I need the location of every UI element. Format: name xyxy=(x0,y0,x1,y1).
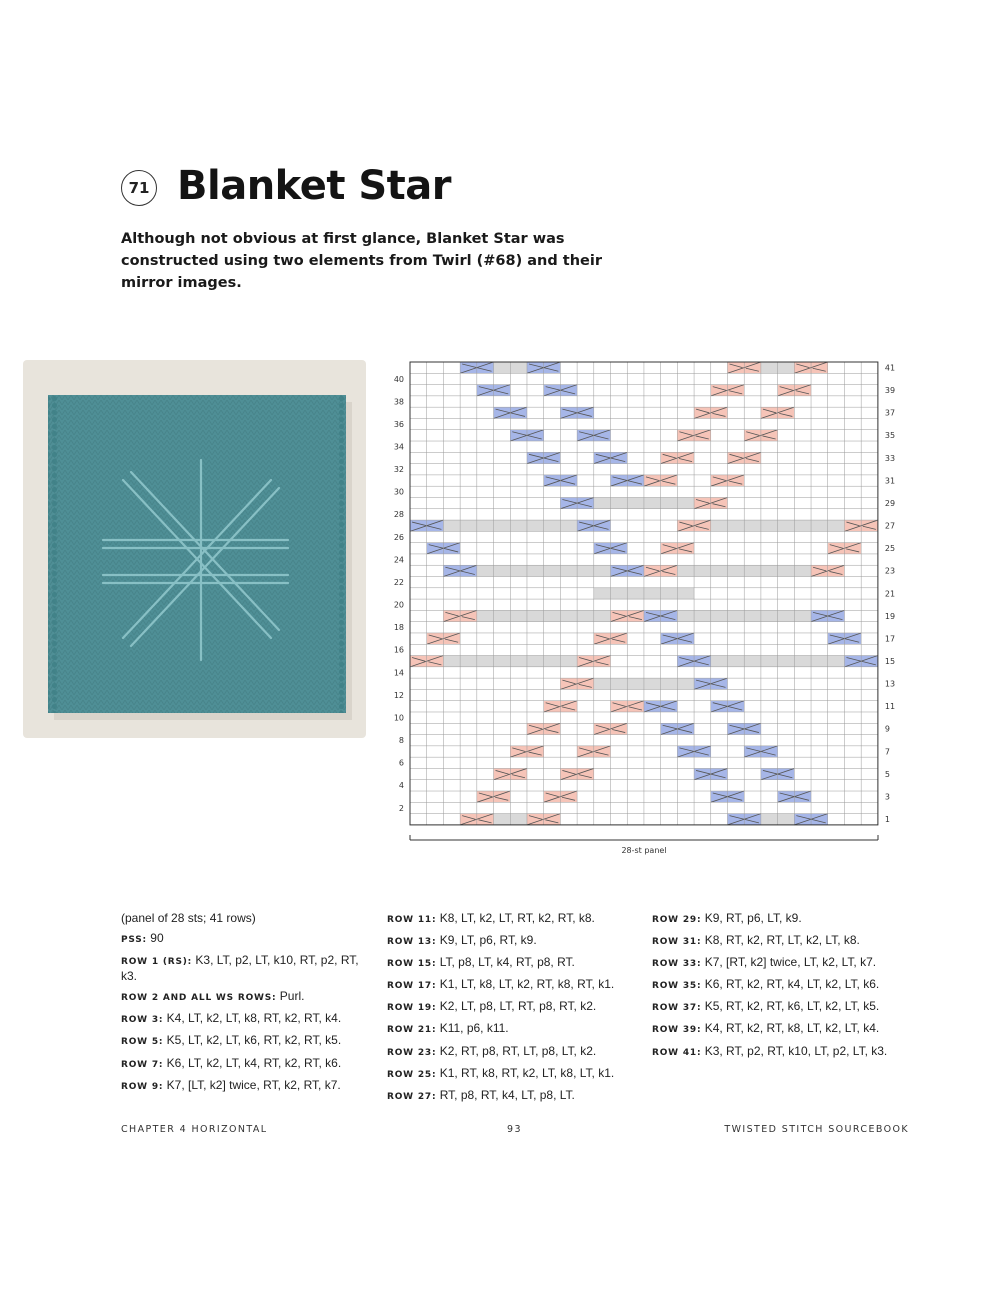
instruction-row-label: ROW 31: xyxy=(652,937,702,948)
row-number-label: 11 xyxy=(884,702,896,712)
stitch-chart xyxy=(378,355,910,865)
row-number-label: 26 xyxy=(393,532,404,542)
instruction-row-label: ROW 17: xyxy=(387,981,437,992)
row-number-label: 4 xyxy=(398,781,404,791)
instruction-text: K6, LT, k2, LT, k4, RT, k2, RT, k6. xyxy=(163,1055,342,1070)
swatch-knit-texture xyxy=(48,395,346,713)
instruction-text: K9, LT, p6, RT, k9. xyxy=(436,933,537,948)
instruction-row-label: ROW 37: xyxy=(652,1003,702,1014)
instruction-row-label: ROW 41: xyxy=(652,1047,702,1058)
instructions-column-2 xyxy=(387,911,642,1110)
instruction-row-label: ROW 29: xyxy=(652,915,702,925)
instruction-text: K5, RT, k2, RT, k6, LT, k2, LT, k5. xyxy=(701,999,880,1014)
instruction-row-label: ROW 3: xyxy=(121,1015,164,1026)
instruction-line xyxy=(652,1044,912,1060)
row-number-label: 30 xyxy=(393,487,404,497)
instruction-text: K5, LT, k2, LT, k6, RT, k2, RT, k5. xyxy=(163,1033,342,1048)
instruction-text: K2, LT, p8, LT, RT, p8, RT, k2. xyxy=(436,999,597,1014)
intro-paragraph: Although not obvious at first glance, Blanket Star was constructed using two elements from Twirl (#68) and their mirror images. xyxy=(121,231,603,291)
instruction-text: K3, RT, p2, RT, k10, LT, p2, LT, k3. xyxy=(701,1043,888,1058)
chart-left-row-labels xyxy=(394,375,404,813)
instruction-row-label: ROW 19: xyxy=(387,1003,437,1014)
instruction-row-label: ROW 2 AND ALL WS ROWS: xyxy=(121,993,277,1004)
instruction-row-label: ROW 11: xyxy=(387,915,437,925)
row-number-label: 38 xyxy=(393,397,404,407)
instruction-text: K1, RT, k8, RT, k2, LT, k8, LT, k1. xyxy=(436,1065,615,1080)
instruction-text: K8, RT, k2, RT, LT, k2, LT, k8. xyxy=(701,933,860,948)
row-number-label: 16 xyxy=(393,645,404,655)
instruction-text: K7, [LT, k2] twice, RT, k2, RT, k7. xyxy=(163,1077,341,1092)
instruction-row-label: PSS: xyxy=(121,935,147,946)
pattern-number-badge: 71 xyxy=(121,170,157,206)
row-number-label: 3 xyxy=(884,792,890,802)
instruction-line xyxy=(652,933,912,949)
row-number-label: 25 xyxy=(884,544,896,554)
row-number-label: 15 xyxy=(884,657,896,667)
instruction-line xyxy=(121,1011,366,1027)
instruction-line xyxy=(387,999,642,1015)
row-number-label: 5 xyxy=(884,769,890,779)
instruction-text: K2, RT, p8, RT, LT, p8, LT, k2. xyxy=(436,1043,597,1058)
instruction-line xyxy=(387,955,642,971)
instruction-line xyxy=(652,1021,912,1037)
instruction-text: K3, LT, p2, LT, k10, RT, p2, RT, k3. xyxy=(121,953,359,984)
row-number-label: 31 xyxy=(884,476,896,486)
instruction-text: Purl. xyxy=(276,989,305,1004)
row-number-label: 21 xyxy=(884,589,896,599)
instruction-text: K9, RT, p6, LT, k9. xyxy=(701,911,802,925)
swatch-photo xyxy=(23,360,366,738)
instructions-column-3 xyxy=(652,911,912,1066)
instruction-text: (panel of 28 sts; 41 rows) xyxy=(121,911,256,925)
row-number-label: 1 xyxy=(884,815,890,825)
swatch-right-border xyxy=(337,395,346,713)
row-number-label: 7 xyxy=(884,747,890,757)
instruction-text: K8, LT, k2, LT, RT, k2, RT, k8. xyxy=(436,911,595,925)
instruction-line xyxy=(387,1088,642,1104)
row-number-label: 32 xyxy=(393,465,404,475)
row-number-label: 33 xyxy=(884,453,896,463)
row-number-label: 6 xyxy=(398,758,404,768)
row-number-label: 41 xyxy=(884,363,896,373)
row-number-label: 14 xyxy=(393,668,404,678)
instruction-row-label: ROW 27: xyxy=(387,1091,437,1102)
instruction-row-label: ROW 25: xyxy=(387,1069,437,1080)
panel-label: 28-st panel xyxy=(621,846,667,855)
instruction-row-label: ROW 33: xyxy=(652,959,702,970)
instruction-row-label: ROW 7: xyxy=(121,1059,164,1070)
row-number-label: 18 xyxy=(393,623,404,633)
instruction-line xyxy=(387,911,642,927)
instruction-text: LT, p8, LT, k4, RT, p8, RT. xyxy=(436,955,575,970)
row-number-label: 17 xyxy=(884,634,896,644)
instruction-line xyxy=(652,911,912,927)
chart-right-row-labels xyxy=(885,363,895,824)
instruction-line xyxy=(121,1033,366,1049)
row-number-label: 40 xyxy=(393,374,404,384)
instruction-text: K4, RT, k2, RT, k8, LT, k2, LT, k4. xyxy=(701,1021,880,1036)
row-number-label: 2 xyxy=(398,803,404,813)
instruction-row-label: ROW 5: xyxy=(121,1037,164,1048)
instruction-row-label: ROW 9: xyxy=(121,1081,164,1092)
row-number-label: 9 xyxy=(884,724,890,734)
instruction-line xyxy=(121,989,366,1005)
instruction-line xyxy=(121,1056,366,1072)
instruction-row-label: ROW 35: xyxy=(652,981,702,992)
instruction-text: K11, p6, k11. xyxy=(436,1021,509,1036)
row-number-label: 39 xyxy=(884,386,896,396)
chart-grid xyxy=(410,362,878,825)
row-number-label: 27 xyxy=(884,521,896,531)
instruction-text: K1, LT, k8, LT, k2, RT, k8, RT, k1. xyxy=(436,977,615,992)
row-number-label: 22 xyxy=(393,577,404,587)
instruction-row-label: ROW 15: xyxy=(387,959,437,970)
instruction-text: 90 xyxy=(146,931,164,946)
instructions-column-1 xyxy=(121,911,366,1100)
instruction-row-label: ROW 39: xyxy=(652,1025,702,1036)
row-number-label: 35 xyxy=(884,431,896,441)
row-number-label: 37 xyxy=(884,408,896,418)
instruction-line xyxy=(652,955,912,971)
row-number-label: 34 xyxy=(393,442,404,452)
instruction-line xyxy=(652,999,912,1015)
instruction-row-label: ROW 23: xyxy=(387,1047,437,1058)
row-number-label: 20 xyxy=(393,600,404,610)
page-title: Blanket Star xyxy=(177,163,452,209)
instruction-line xyxy=(121,1078,366,1094)
footer-page-number: 93 xyxy=(507,1124,522,1135)
instruction-row-label: ROW 1 (RS): xyxy=(121,957,193,968)
instruction-row-label: ROW 21: xyxy=(387,1025,437,1036)
row-number-label: 12 xyxy=(393,690,404,700)
row-number-label: 24 xyxy=(393,555,404,565)
instruction-text: RT, p8, RT, k4, LT, p8, LT. xyxy=(436,1087,575,1102)
instruction-line xyxy=(387,933,642,949)
instruction-line xyxy=(121,953,366,983)
instruction-text: K4, LT, k2, LT, k8, RT, k2, RT, k4. xyxy=(163,1011,342,1026)
instruction-text: K7, [RT, k2] twice, LT, k2, LT, k7. xyxy=(701,955,877,970)
instruction-line xyxy=(121,911,366,925)
instruction-line xyxy=(387,977,642,993)
row-number-label: 28 xyxy=(393,510,404,520)
footer-book-title: TWISTED STITCH SOURCEBOOK xyxy=(724,1124,909,1135)
instruction-line xyxy=(652,977,912,993)
row-number-label: 8 xyxy=(398,736,404,746)
instruction-row-label: ROW 13: xyxy=(387,937,437,948)
row-number-label: 29 xyxy=(884,498,896,508)
instruction-line xyxy=(387,1044,642,1060)
row-number-label: 36 xyxy=(393,419,404,429)
instruction-line xyxy=(121,931,366,947)
row-number-label: 10 xyxy=(393,713,404,723)
row-number-label: 23 xyxy=(884,566,896,576)
swatch-left-border xyxy=(48,395,57,713)
instruction-line xyxy=(387,1021,642,1037)
row-number-label: 19 xyxy=(884,611,896,621)
row-number-label: 13 xyxy=(884,679,896,689)
footer-chapter: CHAPTER 4 HORIZONTAL xyxy=(121,1124,268,1135)
instruction-line xyxy=(387,1066,642,1082)
instruction-text: K6, RT, k2, RT, k4, LT, k2, LT, k6. xyxy=(701,977,880,992)
